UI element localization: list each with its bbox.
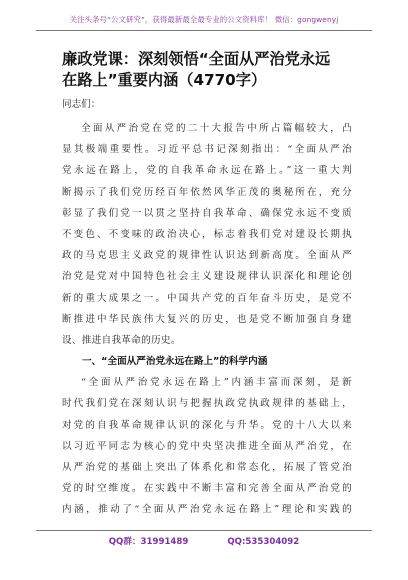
document-body bbox=[62, 118, 352, 521]
page-footer bbox=[0, 535, 408, 547]
text-line: 以习近平同志为核心的党中央坚决推进全面从严治党，在 bbox=[62, 440, 352, 452]
text-line: 党的时空维度。在实践中不断丰富和完善全面从严治党的 bbox=[62, 483, 352, 495]
footer-qq-group: QQ群：31991489 bbox=[108, 537, 189, 547]
paragraph-intro bbox=[62, 118, 352, 351]
text-line: 治党是党对中国特色社会主义建设规律认识深化和理论创 bbox=[62, 271, 352, 283]
text-line: 新的重大成果之一。中国共产党的百年奋斗历史，是党不 bbox=[62, 292, 352, 304]
text-line: 全面从严治党在党的二十大报告中所占篇幅较大，凸 bbox=[81, 123, 352, 134]
text-line: 政的马克思主义政党的规律性认识达到新高度。全面从严 bbox=[62, 250, 352, 262]
section-heading: 一、“全面从严治党永远在路上”的科学内涵 bbox=[82, 356, 268, 368]
paragraph-scientific-connotation bbox=[62, 372, 352, 520]
text-line: 彰显了我们党一以贯之坚持自我革命、确保党永远不变质 bbox=[62, 207, 352, 219]
text-line: 从严治党的基础上突出了体系化和常态化，拓展了管党治 bbox=[62, 462, 352, 473]
text-line: 时代我们党在深刻认识与把握执政党执政规律的基础上， bbox=[62, 398, 352, 410]
text-line: 不变色、不变味的政治决心，标志着我们党对建设长期执 bbox=[62, 228, 352, 240]
header-divider bbox=[36, 30, 372, 31]
text-line: 显其极端重要性。习近平总书记深刻指出：“全面从严治 bbox=[62, 144, 352, 156]
text-line: 设、推进自我革命的历史。 bbox=[62, 334, 181, 346]
text-line: 断推进中华民族伟大复兴的历史，也是党不断加强自身建 bbox=[62, 313, 352, 325]
document-title bbox=[62, 49, 362, 91]
footer-qq-contact: QQ:535304092 bbox=[227, 537, 300, 547]
text-line: 断揭示了我们党历经百年依然风华正茂的奥秘所在，充分 bbox=[62, 186, 352, 198]
footer-divider bbox=[36, 530, 372, 531]
title-line-1: 廉政党课：深刻领悟“全面从严治党永远 bbox=[62, 50, 331, 68]
text-line: “全面从严治党永远在路上”内涵丰富而深刻，是新 bbox=[81, 377, 352, 389]
title-line-2: 在路上”重要内涵（4770字） bbox=[62, 71, 267, 89]
text-line: 对党的自我革命规律认识的深化与升华。党的十八大以来 bbox=[62, 419, 352, 431]
text-line: 内涵，推动了“全面从严治党永远在路上”理论和实践的 bbox=[62, 504, 352, 516]
page-header-notice: 关注头条号“公文研究”，获得最新最全最专业的公文资料库！ 微信：gongwenyj bbox=[69, 15, 339, 24]
text-line: 党永远在路上，党的自我革命永远在路上。”这一重大判 bbox=[62, 165, 352, 177]
greeting: 同志们： bbox=[62, 99, 101, 110]
